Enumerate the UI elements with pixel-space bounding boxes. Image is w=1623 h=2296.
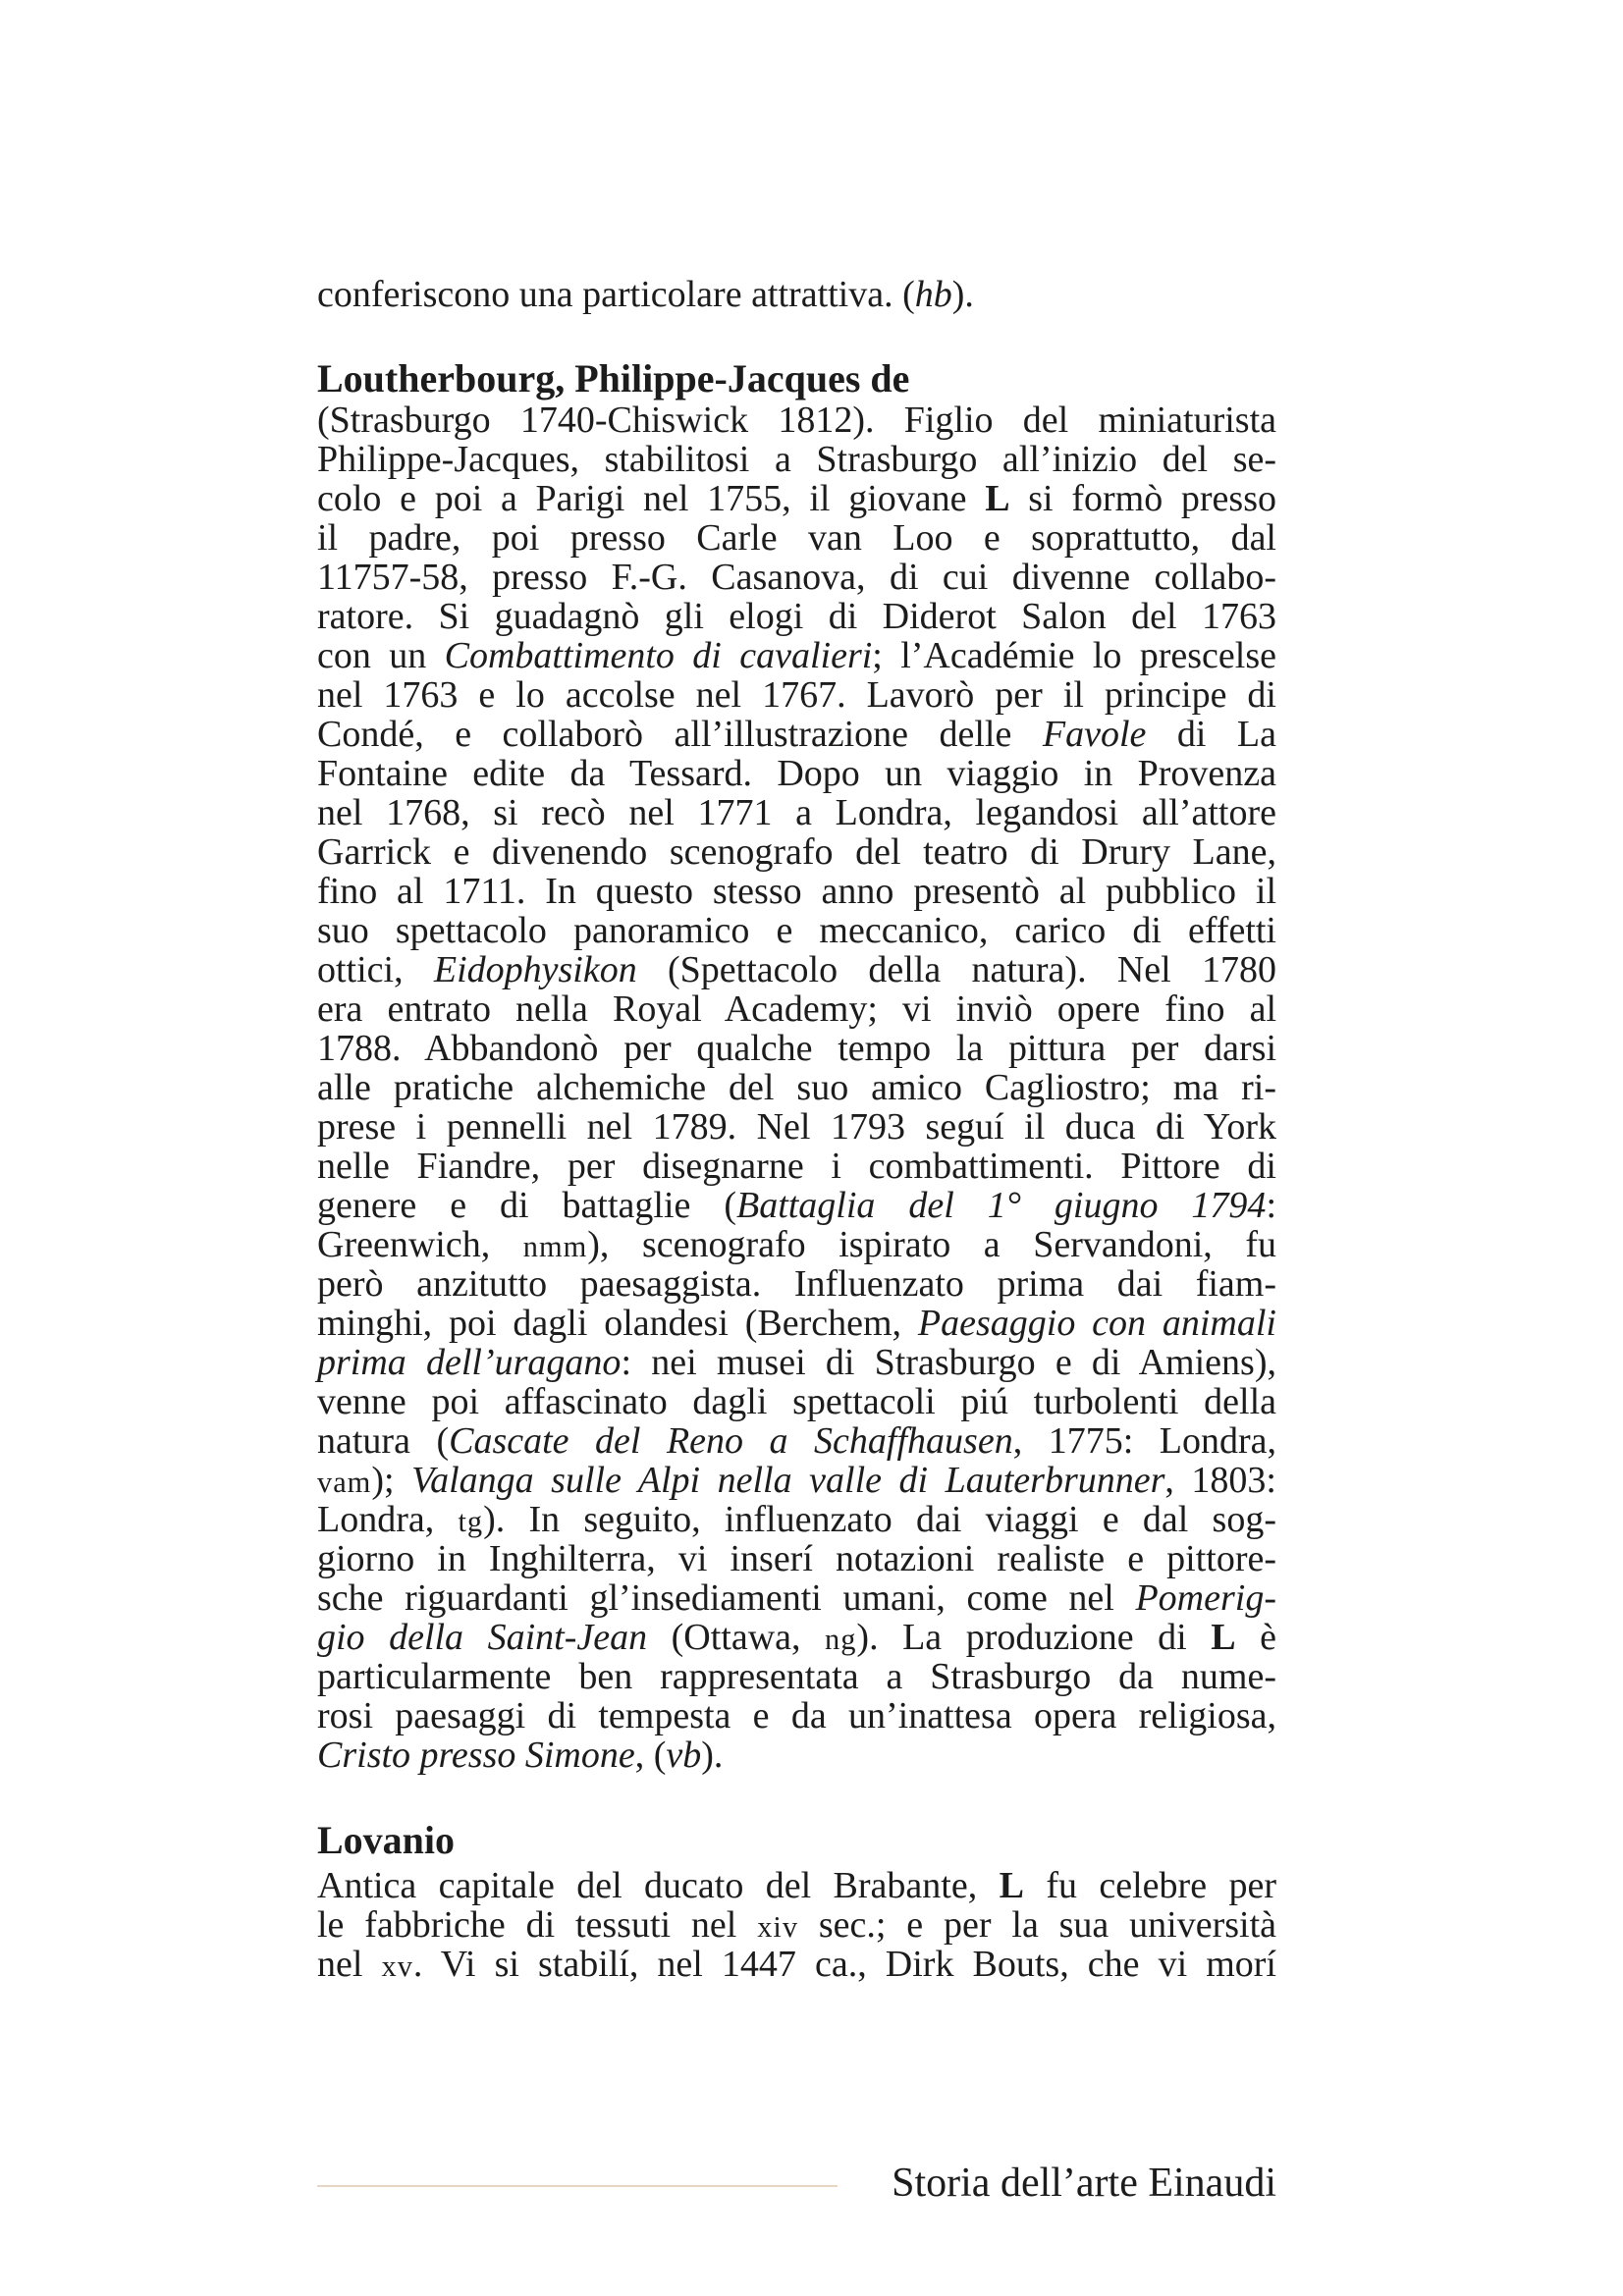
text-segment: Favole	[1042, 714, 1147, 755]
text-segment: fu celebre per	[1023, 1865, 1276, 1906]
text-line	[317, 1539, 1276, 1578]
entry-heading-loutherbourg: Loutherbourg, Philippe-Jacques de	[317, 356, 910, 400]
footer-rule	[317, 2185, 838, 2187]
text-segment: Cristo presso Simone	[317, 1735, 635, 1776]
text-segment: nel 1768, si recò nel 1771 a Londra, legandosi all’attore	[317, 792, 1276, 833]
text-segment: di La	[1146, 714, 1276, 755]
text-segment: alle pratiche alchemiche del suo amico Cagliostro; ma ri-	[317, 1067, 1276, 1108]
text-segment: xiv	[757, 1910, 799, 1944]
text-line	[317, 1696, 1276, 1735]
text-line	[317, 1735, 1276, 1775]
text-segment: Valanga sulle Alpi nella valle di Lauterbrunner	[411, 1460, 1165, 1501]
text-segment: Greenwich,	[317, 1224, 523, 1265]
text-line	[317, 793, 1276, 832]
text-line	[317, 1343, 1276, 1382]
text-segment: ng	[825, 1623, 857, 1656]
text-segment: colo e poi a Parigi nel 1755, il giovane	[317, 478, 986, 519]
text-line	[317, 636, 1276, 675]
text-line	[317, 1461, 1276, 1500]
page-body	[317, 275, 1276, 1984]
text-segment: Paesaggio con animali	[917, 1303, 1276, 1344]
text-segment: Antica capitale del ducato del Brabante,	[317, 1865, 1000, 1906]
text-segment: giorno in Inghilterra, vi inserí notazioni realiste e pittore-	[317, 1538, 1276, 1579]
text-segment: il padre, poi presso Carle van Loo e soprattutto, dal	[317, 517, 1276, 559]
text-segment: Londra,	[317, 1499, 459, 1540]
text-segment: 11757-58, presso F.-G. Casanova, di cui divenne collabo-	[317, 557, 1276, 598]
text-line	[317, 675, 1276, 715]
text-segment: . Vi si stabilí, nel 1447 ca., Dirk Bouts, che vi morí	[412, 1944, 1276, 1985]
text-line	[317, 1382, 1276, 1421]
text-segment: è	[1235, 1617, 1276, 1658]
text-segment: rosi paesaggi di tempesta e da un’inattesa opera religiosa,	[317, 1695, 1276, 1736]
footer-title: Storia dell’arte Einaudi	[892, 2161, 1276, 2206]
text-line	[317, 1147, 1276, 1186]
text-segment: ). In seguito, influenzato dai viaggi e dal sog-	[483, 1499, 1276, 1540]
entry-body-loutherbourg	[317, 400, 1276, 1775]
text-segment: era entrato nella Royal Academy; vi inviò opere fino al	[317, 988, 1276, 1030]
text-segment: Condé, e collaborò all’illustrazione delle	[317, 714, 1043, 755]
text-line	[317, 1068, 1276, 1107]
text-segment: genere e di battaglie (	[317, 1185, 736, 1226]
text-segment: sec.; e per la sua università	[798, 1904, 1276, 1946]
text-segment: Combattimento di cavalieri	[444, 635, 873, 676]
text-segment: (Strasburgo 1740-Chiswick 1812). Figlio del miniaturista	[317, 400, 1276, 441]
entry-body-lovanio	[317, 1866, 1276, 1984]
text-line	[317, 911, 1276, 950]
text-line	[317, 1945, 1276, 1984]
text-segment: Philippe-Jacques, stabilitosi a Strasburgo all’inizio del se-	[317, 439, 1276, 480]
text-segment: ; l’Académie lo prescelse	[872, 635, 1276, 676]
text-segment: con un	[317, 635, 445, 676]
text-segment: ratore. Si guadagnò gli elogi di Diderot Salon del 1763	[317, 596, 1276, 637]
text-line	[317, 989, 1276, 1029]
text-segment: gio della Saint-Jean	[317, 1617, 648, 1658]
text-segment: , 1775: Londra,	[1012, 1420, 1277, 1462]
text-segment: ottici,	[317, 949, 434, 990]
text-line	[317, 518, 1276, 558]
text-segment: nel 1763 e lo accolse nel 1767. Lavorò per il principe di	[317, 674, 1276, 716]
text-segment: Pomerig-	[1135, 1577, 1276, 1619]
text-segment: );	[371, 1460, 412, 1501]
text-segment: nmm	[522, 1230, 588, 1263]
text-segment: Cascate del Reno a Schaffhausen	[449, 1420, 1013, 1462]
text-line	[317, 440, 1276, 479]
text-segment: : nei musei di Strasburgo e di Amiens),	[621, 1342, 1276, 1383]
text-segment: le fabbriche di tessuti nel	[317, 1904, 758, 1946]
text-segment: , (	[634, 1735, 667, 1776]
text-segment: L	[999, 1865, 1024, 1906]
entry-heading-lovanio: Lovanio	[317, 1818, 456, 1862]
text-segment: :	[1266, 1185, 1276, 1226]
continuation-line: conferiscono una particolare attrattiva. (hb).	[317, 274, 974, 315]
text-segment: L	[985, 478, 1010, 519]
text-line	[317, 1225, 1276, 1264]
text-segment: vam	[317, 1466, 372, 1499]
text-segment: ).	[701, 1735, 724, 1776]
text-segment: ), scenografo ispirato a Servandoni, fu	[587, 1224, 1276, 1265]
text-line	[317, 950, 1276, 989]
text-line	[317, 754, 1276, 793]
text-line	[317, 832, 1276, 872]
text-segment: (Ottawa,	[647, 1617, 826, 1658]
text-line	[317, 1421, 1276, 1461]
text-segment: ). La produzione di	[856, 1617, 1212, 1658]
text-line	[317, 1500, 1276, 1539]
text-line	[317, 1905, 1276, 1945]
text-segment: nel	[317, 1944, 382, 1985]
text-line	[317, 558, 1276, 597]
text-line	[317, 1657, 1276, 1696]
text-line	[317, 400, 1276, 440]
text-segment: venne poi affascinato dagli spettacoli piú turbolenti della	[317, 1381, 1276, 1422]
text-segment: fino al 1711. In questo stesso anno presentò al pubblico il	[317, 871, 1276, 912]
text-segment: xv	[381, 1949, 413, 1983]
text-segment: Battaglia del 1° giugno 1794	[735, 1185, 1267, 1226]
text-segment: sche riguardanti gl’insediamenti umani, come nel	[317, 1577, 1136, 1619]
text-line	[317, 872, 1276, 911]
text-segment: prese i pennelli nel 1789. Nel 1793 seguí il duca di York	[317, 1106, 1276, 1148]
text-line	[317, 597, 1276, 636]
text-segment: minghi, poi dagli olandesi (Berchem,	[317, 1303, 918, 1344]
text-segment: Fontaine edite da Tessard. Dopo un viaggio in Provenza	[317, 753, 1276, 794]
text-line	[317, 1866, 1276, 1905]
text-segment: prima dell’uragano	[317, 1342, 622, 1383]
text-segment: Garrick e divenendo scenografo del teatro di Drury Lane,	[317, 831, 1276, 873]
text-segment: vb	[666, 1735, 702, 1776]
text-line	[317, 1618, 1276, 1657]
text-line	[317, 479, 1276, 518]
text-line	[317, 1578, 1276, 1618]
text-segment: si formò presso	[1009, 478, 1277, 519]
text-line	[317, 1264, 1276, 1304]
text-segment: , 1803:	[1164, 1460, 1276, 1501]
text-line	[317, 1186, 1276, 1225]
text-segment: natura (	[317, 1420, 450, 1462]
text-segment: tg	[458, 1505, 484, 1538]
text-line	[317, 1029, 1276, 1068]
text-segment: (Spettacolo della natura). Nel 1780	[636, 949, 1276, 990]
text-line	[317, 715, 1276, 754]
text-segment: Eidophysikon	[433, 949, 637, 990]
text-segment: particularmente ben rappresentata a Strasburgo da nume-	[317, 1656, 1276, 1697]
text-segment: 1788. Abbandonò per qualche tempo la pittura per darsi	[317, 1028, 1276, 1069]
text-segment: suo spettacolo panoramico e meccanico, carico di effetti	[317, 910, 1276, 951]
text-segment: L	[1211, 1617, 1236, 1658]
author-signature: hb	[914, 274, 952, 315]
text-line	[317, 1107, 1276, 1147]
text-segment: però anzitutto paesaggista. Influenzato prima dai fiam-	[317, 1263, 1276, 1305]
text-segment: nelle Fiandre, per disegnarne i combattimenti. Pittore di	[317, 1146, 1276, 1187]
text-line	[317, 1304, 1276, 1343]
